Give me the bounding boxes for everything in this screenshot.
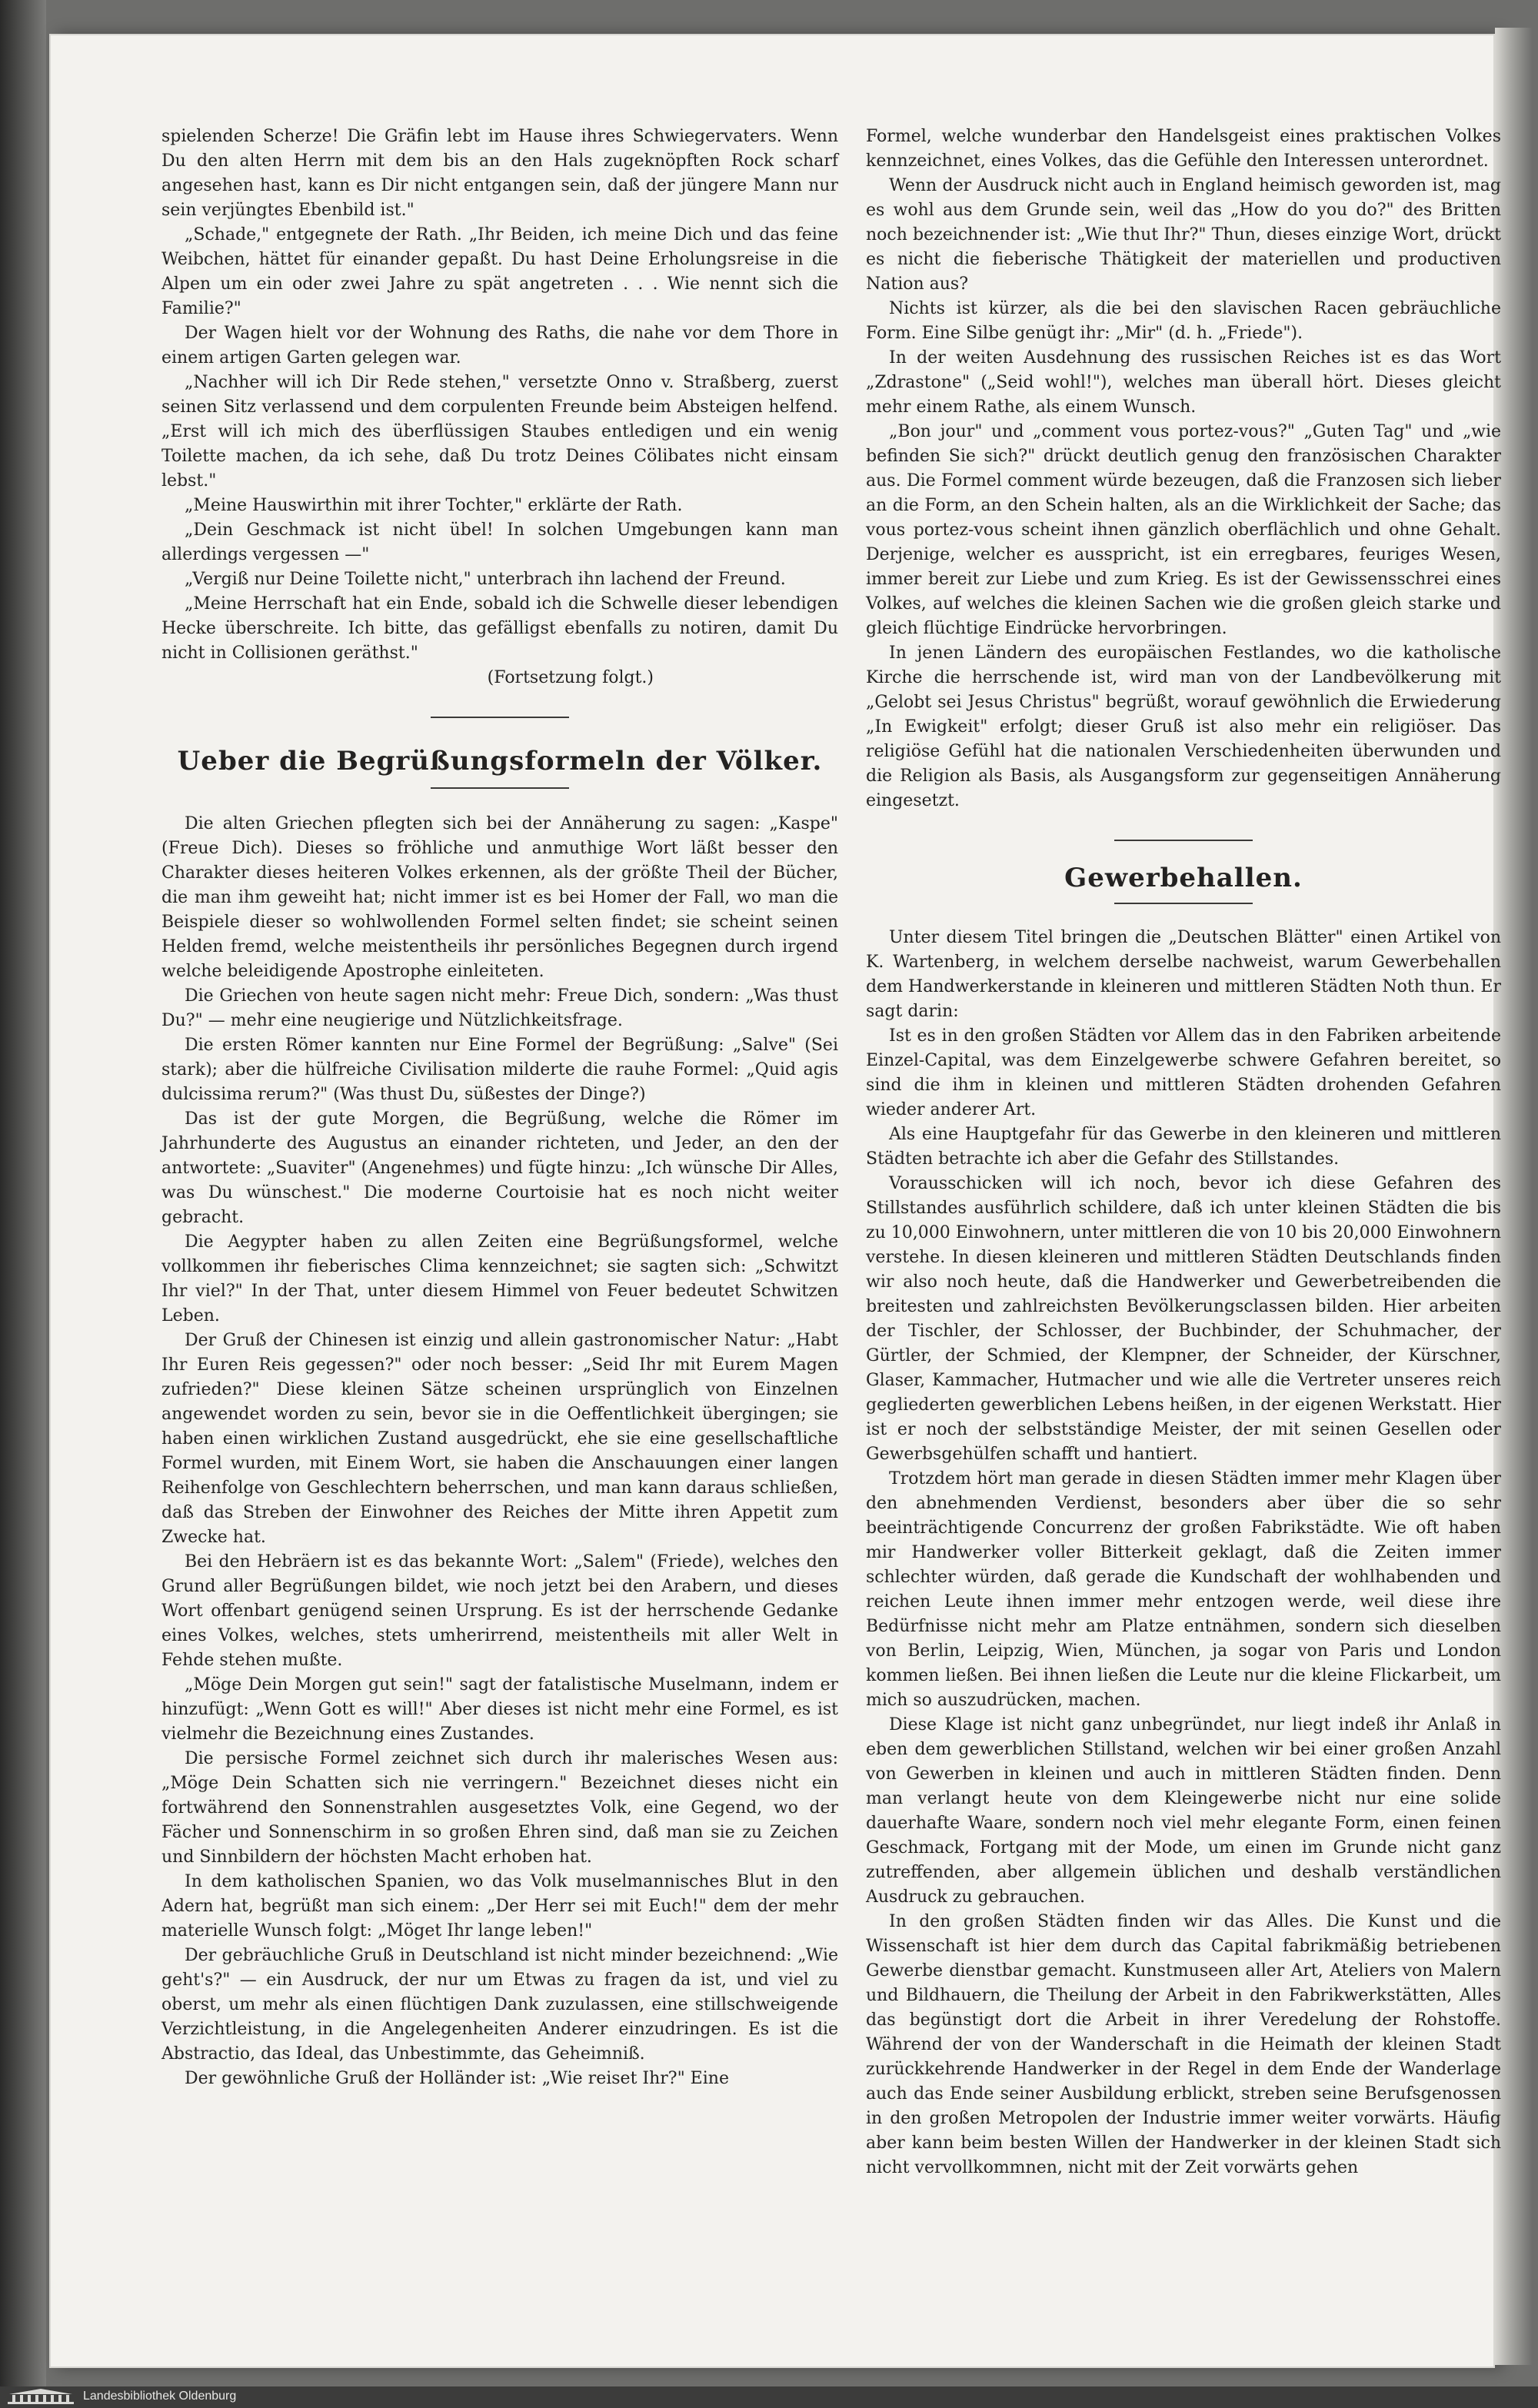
left-column: [161, 125, 838, 2091]
story-paragraph: „Meine Hauswirthin mit ihrer Tochter," erklärte der Rath.: [185, 496, 683, 515]
story-paragraph: „Dein Geschmack ist nicht übel! In solchen Umgebungen kann man allerdings vergessen —": [161, 521, 838, 564]
story-paragraph: „Schade," entgegnete der Rath. „Ihr Beiden, ich meine Dich und das feine Weibchen, hättet für einander gepaßt. Du hast Deine Erholungsreise in die Alpen um ein oder zwei Jahre zu spät angetreten . . . Wie nennt sich die Familie?": [161, 225, 838, 318]
story-paragraph: „Nachher will ich Dir Rede stehen," versetzte Onno v. Straßberg, zuerst seinen Sitz verlassend und dem corpulenten Freunde beim Absteigen helfend. „Erst will ich mich des überflüssigen Staubes entledigen und ein wenig Toilette machen, da ich sehe, daß Du trotz Deines Cölibates nicht einsam lebst.": [161, 373, 838, 491]
library-name: Landesbibliothek Oldenburg: [83, 2390, 237, 2403]
article-paragraph: In der weiten Ausdehnung des russischen Reiches ist es das Wort „Zdrastone" („Seid wohl!"), welches man überall hört. Dieses gleicht mehr einem Rathe, als einem Wunsch.: [866, 348, 1501, 417]
article-paragraph: Nichts ist kürzer, als die bei den slavischen Racen gebräuchliche Form. Eine Silbe genügt ihr: „Mir" (d. h. „Friede").: [866, 299, 1501, 343]
story-paragraph: Der Wagen hielt vor der Wohnung des Raths, die nahe vor dem Thore in einem artigen Garten gelegen war.: [161, 324, 838, 368]
article-paragraph: In dem katholischen Spanien, wo das Volk muselmannisches Blut in den Adern hat, begrüßt man sich einem: „Der Herr sei mit Euch!" dem der mehr materielle Wunsch folgt: „Möget Ihr lange leben!": [161, 1872, 838, 1941]
article-paragraph: Das ist der gute Morgen, die Begrüßung, welche die Römer im Jahrhunderte des Augustus an einander richteten, und Jeder, an den der antwortete: „Suaviter" (Angenehmes) und fügte hinzu: „Ich wünsche Dir Alles, was Du wünschest." Die moderne Courtoisie hat es noch nicht weiter gebracht.: [161, 1109, 838, 1227]
story-paragraph: spielenden Scherze! Die Gräfin lebt im Hause ihres Schwiegervaters. Wenn Du den alten Herrn mit dem bis an den Hals zugeknöpften Rock scharf angesehen hast, kann es Dir nicht entgangen sein, daß der jüngere Mann nur sein verjüngtes Ebenbild ist.": [161, 127, 838, 220]
article-paragraph: Der gebräuchliche Gruß in Deutschland ist nicht minder bezeichnend: „Wie geht's?" — ein Ausdruck, der nur um Etwas zu fragen da ist, und viel zu oberst, um mehr als einen flüchtigen Dank zuzulassen, eine stillschweigende Verzichtleistung, in die Angelegenheiten Anderer einzudringen. Es ist die Abstractio, das Ideal, das Unbestimmte, das Geheimniß.: [161, 1946, 838, 2064]
article-paragraph: In den großen Städten finden wir das Alles. Die Kunst und die Wissenschaft ist hier dem durch das Capital fabrikmäßig betriebenen Gewerbe dienstbar gemacht. Kunstmuseen aller Art, Ateliers von Malern und Bildhauern, die Theilung der Arbeit in den Fabrikwerkstätten, Alles das begünstigt dort die Arbeit in ihrer Veredelung der Rohstoffe. Während der von der Wanderschaft in die Heimath der kleinen Stadt zurückkehrende Handwerker in der Regel in dem Ende der Wanderlage auch das Ende seiner Ausbildung erblickt, streben seine Berufsgenossen in den großen Metropolen der Industrie immer weiter vorwärts. Häufig aber kann beim besten Willen der Handwerker in der kleinen Stadt sich nicht vervollkommnen, nicht mit der Zeit vorwärts gehen: [866, 1912, 1501, 2177]
article-paragraph: Die persische Formel zeichnet sich durch ihr malerisches Wesen aus: „Möge Dein Schatten sich nie verringern." Bezeichnet dieses nicht ein fortwährend den Sonnenstrahlen ausgesetztes Volk, eine Gegend, wo der Fächer und Sonnenschirm in so großen Ehren sind, daß man sie zu Zeichen und Sinnbildern der höchsten Macht erhoben hat.: [161, 1749, 838, 1867]
article-paragraph: Ist es in den großen Städten vor Allem das in den Fabriken arbeitende Einzel-Capital, was dem Einzelgewerbe schwere Gefahren bereitet, so sind die ihm in kleinen und mittleren Städten drohenden Gefahren wieder anderer Art.: [866, 1026, 1501, 1119]
article-paragraph: Vorausschicken will ich noch, bevor ich diese Gefahren des Stillstandes ausführlich schildere, daß ich unter kleinen Städten die bis zu 10,000 Einwohnern, unter mittleren die von 10 bis 20,000 Einwohnern verstehe. In diesen kleineren und mittleren Städten Deutschlands finden wir also noch heute, daß die Handwerker und Gewerbetreibenden die breitesten und zahlreichsten Bevölkerungsclassen bilden. Hier arbeiten der Tischler, der Schlosser, der Buchbinder, der Schuhmacher, der Gürtler, der Schmied, der Klempner, der Schneider, der Kürschner, Glaser, Kammacher, Hutmacher und wie alle die Vertreter unseres reich gegliederten gewerblichen Lebens heißen, in der eigenen Werkstatt. Hier ist er noch der selbstständige Meister, der mit seinen Gesellen oder Gewerbsgehülfen schafft und hantiert.: [866, 1174, 1501, 1464]
article-paragraph: Bei den Hebräern ist es das bekannte Wort: „Salem" (Friede), welches den Grund aller Begrüßungen bildet, wie noch jetzt bei den Arabern, und dieses Wort offenbart genügend seinen Ursprung. Es ist der herrschende Gedanke eines Volkes, welches, stets umherirrend, meistentheils mit aller Welt in Fehde stehen mußte.: [161, 1552, 838, 1670]
article-paragraph: Die Aegypter haben zu allen Zeiten eine Begrüßungsformel, welche vollkommen ihr fieberisches Clima kennzeichnet; sie sagten sich: „Schwitzt Ihr viel?" In der That, unter diesem Himmel von Feuer bedeutet Schwitzen Leben.: [161, 1232, 838, 1325]
right-column: [866, 125, 1501, 2180]
article-paragraph: Der gewöhnliche Gruß der Holländer ist: „Wie reiset Ihr?" Eine: [185, 2069, 729, 2088]
continuation-note: (Fortsetzung folgt.): [487, 668, 654, 687]
article-paragraph: „Möge Dein Morgen gut sein!" sagt der fatalistische Muselmann, indem er hinzufügt: „Wenn Gott es will!" Aber dieses ist nicht mehr eine Formel, es ist vielmehr die Bezeichnung eines Zustandes.: [161, 1675, 838, 1744]
article-paragraph: Wenn der Ausdruck nicht auch in England heimisch geworden ist, mag es wohl aus dem Grunde sein, weil das „How do you do?" des Britten noch bezeichnender ist: „Wie thut Ihr?" Thun, dieses einzige Wort, drückt es nicht die fieberische Thätigkeit der materiellen und productiven Nation aus?: [866, 176, 1501, 294]
story-paragraph: „Vergiß nur Deine Toilette nicht," unterbrach ihn lachend der Freund.: [185, 570, 786, 589]
article-paragraph: „Bon jour" und „comment vous portez-vous?" „Guten Tag" und „wie befinden Sie sich?" drückt deutlich genug den französischen Charakter aus. Die Formel comment würde bezeugen, daß die Franzosen sich lieber an die Form, an den Schein halten, als an die Wirklichkeit der Sache; das vous portez-vous scheint ihnen gänzlich oberflächlich und ohne Gehalt. Derjenige, welcher es ausspricht, ist ein erregbares, feuriges Wesen, immer bereit zur Liebe und zum Krieg. Es ist der Gewissensschrei eines Volkes, auf welches die kleinen Sachen wie die großen gleich starke und gleich flüchtige Eindrücke hervorbringen.: [866, 422, 1501, 638]
article-paragraph: Unter diesem Titel bringen die „Deutschen Blätter" einen Artikel von K. Wartenberg, in welchem derselbe nachweist, warum Gewerbehallen dem Handwerkerstande in kleineren und mittleren Städten Noth thun. Er sagt darin:: [866, 928, 1501, 1021]
article-paragraph: Trotzdem hört man gerade in diesen Städten immer mehr Klagen über den abnehmenden Verdienst, besonders aber über die so sehr beeinträchtigende Concurrenz der großen Fabrikstädte. Wie oft haben mir Handwerker voller Bitterkeit geklagt, daß die Zeiten immer schlechter würden, daß gerade die Kundschaft der wohlhabenden und reichen Leute ihnen immer mehr entzogen werde, weil diese ihre Bedürfnisse nicht mehr am Platze entnähmen, sondern sich dieselben von Berlin, Leipzig, Wien, München, ja sogar von Paris und London kommen ließen. Bei ihnen ließen die Leute nur die kleine Flickarbeit, um mich so auszudrücken, machen.: [866, 1469, 1501, 1710]
article-title: Ueber die Begrüßungsformeln der Völker.: [177, 746, 823, 777]
book-binding: [0, 0, 46, 2408]
article-paragraph: Die ersten Römer kannten nur Eine Formel der Begrüßung: „Salve" (Sei stark); aber die hülfreiche Civilisation milderte die rauhe Formel: „Quid agis dulcissima rerum?" (Was thust Du, süßestes der Dinge?): [161, 1036, 838, 1104]
story-paragraph: „Meine Herrschaft hat ein Ende, sobald ich die Schwelle dieser lebendigen Hecke überschreite. Ich bitte, das gefälligst ebenfalls zu notiren, damit Du nicht in Collisionen geräthst.": [161, 594, 838, 663]
article-paragraph: In jenen Ländern des europäischen Festlandes, wo die katholische Kirche die herrschende ist, wird man von der Landbevölkerung mit „Gelobt sei Jesus Christus" begrüßt, worauf gewöhnlich die Erwiederung „In Ewigkeit" erfolgt; dieser Gruß ist also mehr ein religiöser. Das religiöse Gefühl hat die nationalen Verschiedenheiten überwunden und die Religion als Basis, als Ausgangsform zur gegenseitigen Annäherung eingesetzt.: [866, 644, 1501, 810]
article-paragraph: Als eine Hauptgefahr für das Gewerbe in den kleineren und mittleren Städten betrachte ich aber die Gefahr des Stillstandes.: [866, 1125, 1501, 1169]
article-title: Gewerbehallen.: [1064, 863, 1303, 893]
article-paragraph: Diese Klage ist nicht ganz unbegründet, nur liegt indeß ihr Anlaß in eben dem gewerblichen Stillstand, welchen wir bei einer großen Anzahl von Gewerben in kleinen und auch in mittleren Städten finden. Denn man verlangt heute von dem Kleingewerbe nicht nur eine solide dauerhafte Waare, sondern noch viel mehr elegante Form, einen feinen Geschmack, Fortgang mit der Mode, um einen im Grunde nicht ganz zutreffenden, aber allgemein üblichen und deshalb verständlichen Ausdruck zu gebrauchen.: [866, 1715, 1501, 1907]
library-building-icon: [6, 2388, 75, 2405]
article-paragraph: Die Griechen von heute sagen nicht mehr: Freue Dich, sondern: „Was thust Du?" — mehr eine neugierige und Nützlichkeitsfrage.: [161, 986, 838, 1030]
article-paragraph: Der Gruß der Chinesen ist einzig und allein gastronomischer Natur: „Habt Ihr Euren Reis gegessen?" oder noch besser: „Seid Ihr mit Eurem Magen zufrieden?" Diese kleinen Sätze scheinen ursprünglich von Einzelnen angewendet worden zu sein, bevor sie in die Oeffentlichkeit übergingen; sie haben einen wirklichen Zustand ausgedrückt, ehe sie eine gesellschaftliche Formel wurden, mit Einem Wort, sie haben die Anschauungen einer langen Reihenfolge von Geschlechtern beherrschen, und man kann daraus schließen, daß das Streben der Einwohner des Reiches der Mitte ihren Appetit zum Zwecke hat.: [161, 1331, 838, 1547]
article-paragraph: Formel, welche wunderbar den Handelsgeist eines praktischen Volkes kennzeichnet, eines Volkes, das die Gefühle den Interessen unterordnet.: [866, 127, 1501, 171]
article-paragraph: Die alten Griechen pflegten sich bei der Annäherung zu sagen: „Kaspe" (Freue Dich). Dieses so fröhliche und anmuthige Wort läßt besser den Charakter dieses heiteren Volkes erkennen, als der größte Theil der Bücher, die man ihm geweiht hat; nicht immer ist es bei Homer der Fall, wo man die Beispiele dieser so wohlwollenden Formel selten findet; sie scheint seinen Helden fremd, welche meistentheils ihr persönliches Begegnen durch irgend welche beleidigende Apostrophe einleiteten.: [161, 814, 838, 981]
